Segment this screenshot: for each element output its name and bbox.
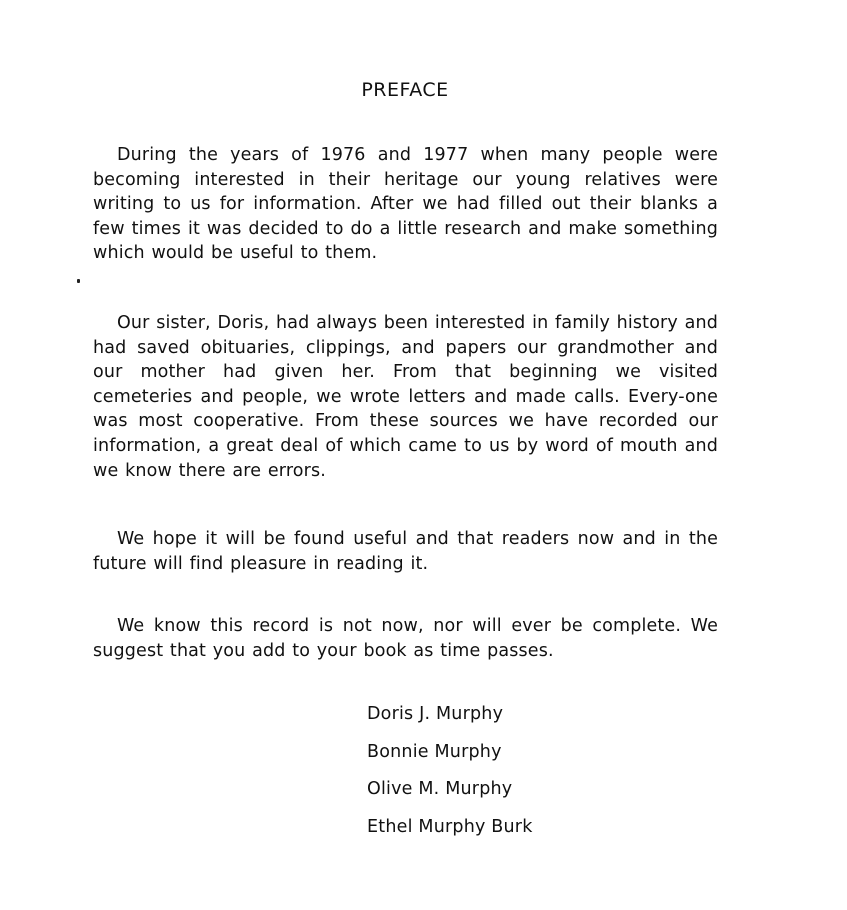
signature-1: Doris J. Murphy bbox=[367, 704, 504, 724]
signature-4: Ethel Murphy Burk bbox=[367, 816, 533, 837]
paragraph-1: During the years of 1976 and 1977 when many people were becoming interested in their heritage our young relatives were writing to us for information. After we had filled out their blanks a few times it was decided to do a little research and make something which would be useful to them. bbox=[93, 145, 718, 264]
scan-speck bbox=[77, 279, 80, 283]
signature-list bbox=[367, 702, 533, 852]
paragraph-2: Our sister, Doris, had always been interested in family history and had saved obituaries, clippings, and papers our grandmother and our mother had given her. From that beginning we visited cemeteries and people, we wrote letters and made calls. Every-one was most cooperative. From these sources we have recorded our information, a great deal of which came to us by word of mouth and we know there are errors. bbox=[93, 313, 718, 481]
signature-2: Bonnie Murphy bbox=[367, 741, 502, 762]
paragraph-3: We hope it will be found useful and that readers now and in the future will find pleasure in reading it. bbox=[93, 529, 718, 574]
paragraph-4: We know this record is not now, nor will ever be complete. We suggest that you add to your book as time passes. bbox=[93, 616, 718, 661]
page-title: PREFACE bbox=[361, 79, 449, 101]
signature-3: Olive M. Murphy bbox=[367, 779, 513, 799]
